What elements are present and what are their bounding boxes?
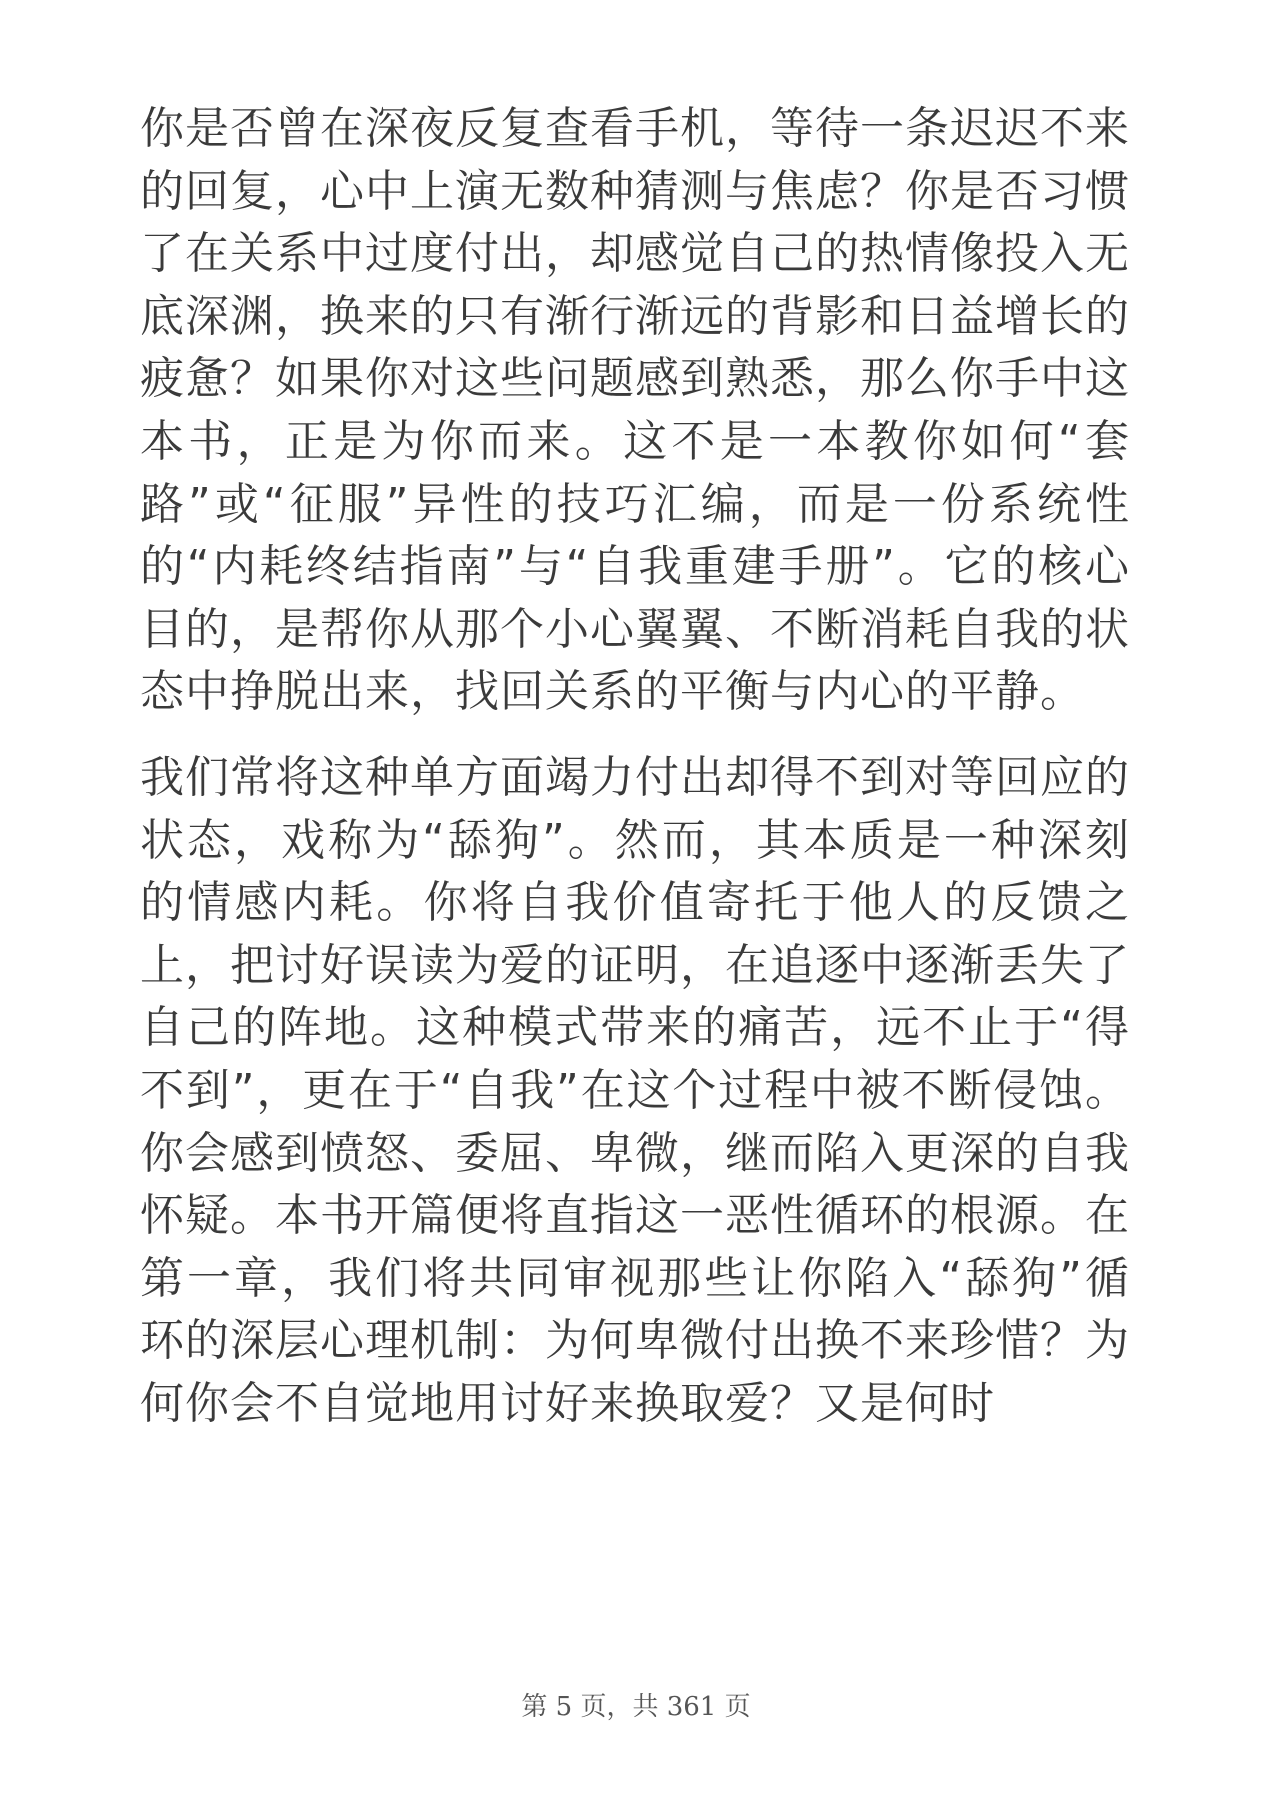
page-number-footer: 第 5 页，共 361 页 [521, 1692, 751, 1722]
document-body [140, 98, 1130, 1435]
paragraph-2: 我们常将这种单方面竭力付出却得不到对等回应的状态，戏称为“舔狗”。然而，其本质是一种深刻的情感内耗。你将自我价值寄托于他人的反馈之上，把讨好误读为爱的证明，在追逐中逐渐丢失了自己的阵地。这种模式带来的痛苦，远不止于“得不到”，更在于“自我”在这个过程中被不断侵蚀。你会感到愤怒、委屈、卑微，继而陷入更深的自我怀疑。本书开篇便将直指这一恶性循环的根源。在第一章，我们将共同审视那些让你陷入“舔狗”循环的深层心理机制：为何卑微付出换不来珍惜？为何你会不自觉地用讨好来换取爱？又是何时 [140, 751, 1130, 1429]
paragraph-1: 你是否曾在深夜反复查看手机，等待一条迟迟不来的回复，心中上演无数种猜测与焦虑？你是否习惯了在关系中过度付出，却感觉自己的热情像投入无底深渊，换来的只有渐行渐远的背影和日益增长的疲惫？如果你对这些问题感到熟悉，那么你手中这本书，正是为你而来。这不是一本教你如何“套路”或“征服”异性的技巧汇编，而是一份系统性的“内耗终结指南”与“自我重建手册”。它的核心目的，是帮你从那个小心翼翼、不断消耗自我的状态中挣脱出来，找回关系的平衡与内心的平静。 [140, 103, 1130, 718]
